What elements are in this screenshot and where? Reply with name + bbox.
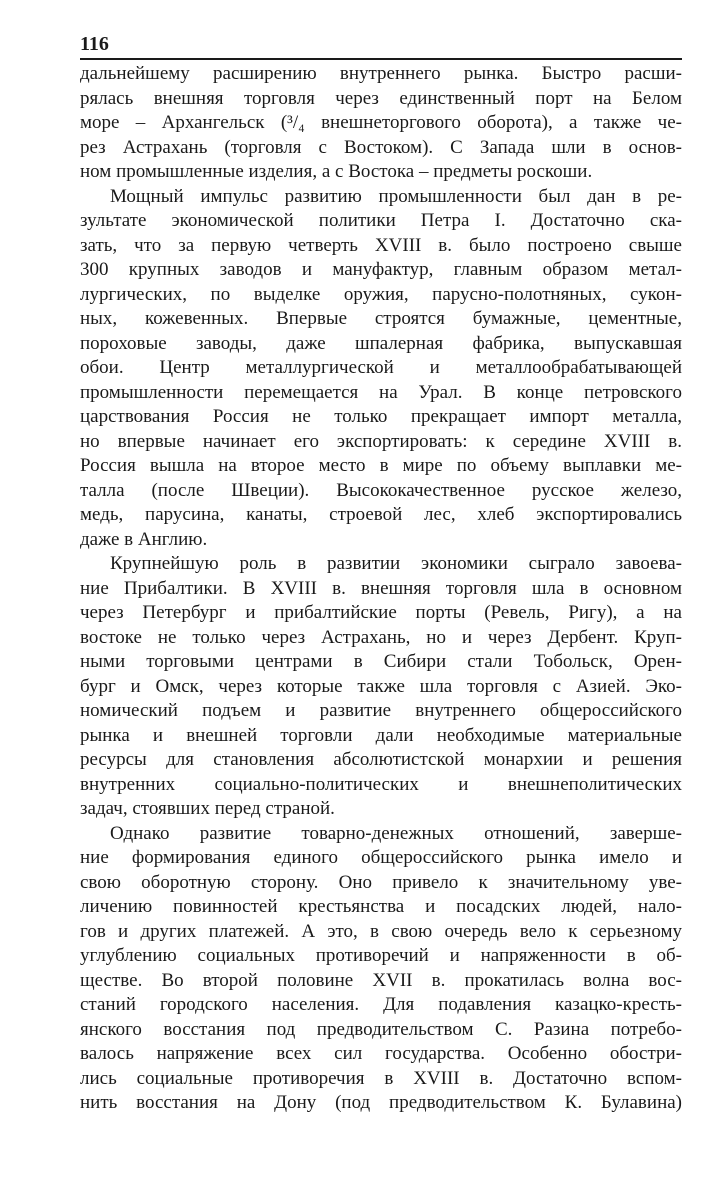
text-line: янского восстания под предводительством С. Разина потребо-	[80, 1018, 682, 1040]
text-line: внутренних социально-политических и внешнеполитических	[80, 773, 682, 795]
header-rule	[80, 58, 682, 60]
text-line: задач, стоявших перед страной.	[80, 798, 335, 819]
text-line: номический подъем и развитие внутреннего общероссийского	[80, 700, 682, 721]
text-line: море – Архангельск (³/₄ внешнеторгового оборота), а также че-	[80, 112, 682, 133]
text-line: талла (после Швеции). Высококачественное русское железо,	[80, 479, 682, 501]
text-line: царствования Россия не только прекращает импорт металла,	[80, 406, 682, 427]
text-line: ресурсы для становления абсолютистской монархии и решения	[80, 749, 682, 770]
body-text	[80, 62, 682, 1116]
text-line: но впервые начинает его экспортировать: к середине XVIII в.	[80, 430, 682, 452]
text-line: валось напряжение всех сил государства. Особенно обостри-	[80, 1043, 682, 1064]
text-line: ном промышленные изделия, а с Востока – предметы роскоши.	[80, 161, 593, 182]
text-line: даже в Англию.	[80, 528, 208, 550]
text-line: Мощный импульс развитию промышленности был дан в ре-	[110, 185, 682, 207]
paragraph	[80, 62, 682, 185]
text-line: ществе. Во второй половине XVII в. прокатилась волна вос-	[80, 969, 682, 991]
paragraph	[80, 185, 682, 553]
text-line: лургических, по выделке оружия, парусно-полотняных, сукон-	[80, 283, 682, 305]
text-line: нить восстания на Дону (под предводительством К. Булавина)	[80, 1092, 682, 1113]
text-line: углублению социальных противоречий и напряженности в об-	[80, 945, 682, 966]
text-line: 300 крупных заводов и мануфактур, главным образом метал-	[80, 259, 682, 280]
text-line: рялась внешняя торговля через единственный порт на Белом	[80, 87, 682, 109]
page-number: 116	[80, 33, 109, 55]
text-line: ние Прибалтики. В XVIII в. внешняя торговля шла в основном	[80, 577, 682, 599]
text-line: медь, парусина, канаты, строевой лес, хлеб экспортировались	[80, 504, 682, 525]
text-line: ние формирования единого общероссийского рынка имело и	[80, 847, 682, 868]
book-page	[80, 30, 682, 1116]
text-line: зультате экономической политики Петра I. Достаточно ска-	[80, 210, 682, 231]
text-line: обои. Центр металлургической и металлообрабатывающей	[80, 357, 682, 378]
paragraph	[80, 822, 682, 1116]
text-line: ными торговыми центрами в Сибири стали Тобольск, Орен-	[80, 651, 682, 672]
text-line: станий городского населения. Для подавления казацко-кресть-	[80, 994, 682, 1015]
text-line: Россия вышла на второе место в мире по объему выплавки ме-	[80, 455, 682, 476]
text-line: дальнейшему расширению внутреннего рынка. Быстро расши-	[80, 63, 682, 84]
text-line: промышленности перемещается на Урал. В конце петровского	[80, 381, 682, 403]
text-line: личению повинностей крестьянства и посадских людей, нало-	[80, 896, 682, 917]
text-line: востоке не только через Астрахань, но и через Дербент. Круп-	[80, 626, 682, 648]
text-line: через Петербург и прибалтийские порты (Ревель, Ригу), а на	[80, 602, 682, 623]
text-line: гов и других платежей. А это, в свою очередь вело к серьезному	[80, 920, 682, 942]
text-line: свою оборотную сторону. Оно привело к значительному уве-	[80, 871, 682, 893]
text-line: лись социальные противоречия в XVIII в. Достаточно вспом-	[80, 1067, 682, 1089]
text-line: бург и Омск, через которые также шла торговля с Азией. Эко-	[80, 675, 682, 697]
paragraph	[80, 552, 682, 822]
text-line: ных, кожевенных. Впервые строятся бумажные, цементные,	[80, 308, 682, 329]
text-line: зать, что за первую четверть XVIII в. было построено свыше	[80, 234, 682, 256]
text-line: рез Астрахань (торговля с Востоком). С Запада шли в основ-	[80, 136, 682, 158]
text-line: рынка и внешней торговли дали необходимые материальные	[80, 724, 682, 746]
text-line: Крупнейшую роль в развитии экономики сыграло завоева-	[110, 553, 682, 574]
text-line: Однако развитие товарно-денежных отношений, заверше-	[110, 822, 682, 844]
text-line: пороховые заводы, даже шпалерная фабрика, выпускавшая	[80, 332, 682, 354]
